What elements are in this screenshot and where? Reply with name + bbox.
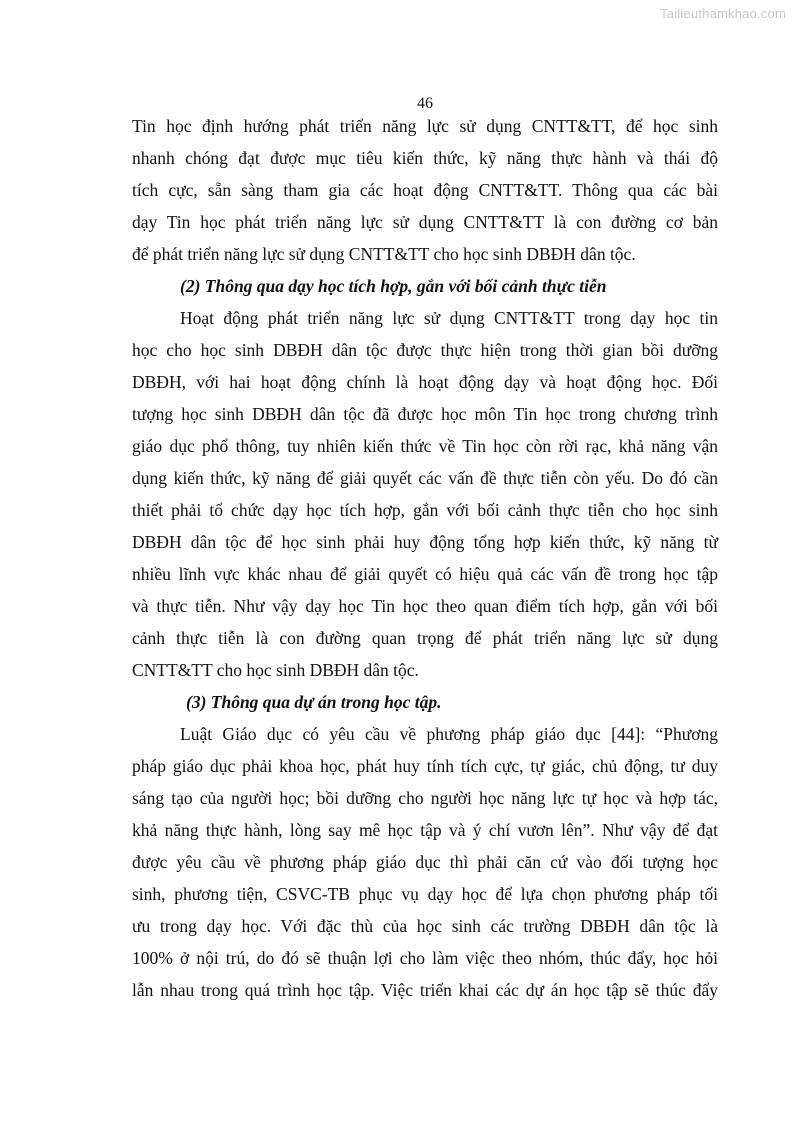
text-line: sáng tạo của người học; bồi dưỡng cho người học năng lực tự học và hợp tác,: [132, 788, 718, 808]
text-line: Luật Giáo dục có yêu cầu về phương pháp giáo dục [44]: “Phương: [180, 724, 718, 744]
text-line: CNTT&TT cho học sinh DBĐH dân tộc.: [132, 660, 419, 680]
text-line: cảnh thực tiễn là con đường quan trọng để phát triển năng lực sử dụng: [132, 628, 718, 648]
text-line: được yêu cầu về phương pháp giáo dục thì phải căn cứ vào đối tượng học: [132, 852, 718, 872]
page-number: 46: [417, 95, 433, 112]
text-line: Tin học định hướng phát triển năng lực sử dụng CNTT&TT, để học sinh: [132, 116, 718, 136]
text-line: sinh, phương tiện, CSVC-TB phục vụ dạy học để lựa chọn phương pháp tối: [132, 884, 718, 904]
text-line: tích cực, sẵn sàng tham gia các hoạt động CNTT&TT. Thông qua các bài: [132, 180, 718, 200]
text-line: DBĐH dân tộc để học sinh phải huy động tổng hợp kiến thức, kỹ năng từ: [132, 532, 718, 552]
text-line: để phát triển năng lực sử dụng CNTT&TT cho học sinh DBĐH dân tộc.: [132, 244, 636, 264]
text-line: học cho học sinh DBĐH dân tộc được thực hiện trong thời gian bồi dưỡng: [132, 340, 718, 360]
text-line: lẫn nhau trong quá trình học tập. Việc triển khai các dự án học tập sẽ thúc đẩy: [132, 980, 718, 1000]
text-line: thiết phải tổ chức dạy học tích hợp, gắn với bối cảnh thực tiễn cho học sinh: [132, 500, 718, 520]
watermark: Tailieuthamkhao.com: [660, 6, 786, 21]
text-line: DBĐH, với hai hoạt động chính là hoạt động dạy và hoạt động học. Đối: [132, 372, 718, 392]
text-line: tượng học sinh DBĐH dân tộc đã được học môn Tin học trong chương trình: [132, 404, 718, 424]
text-line: ưu trong dạy học. Với đặc thù của học sinh các trường DBĐH dân tộc là: [132, 916, 718, 936]
text-line: khả năng thực hành, lòng say mê học tập và ý chí vươn lên”. Như vậy để đạt: [132, 820, 718, 840]
text-line: và thực tiễn. Như vậy dạy học Tin học theo quan điểm tích hợp, gắn với bối: [132, 596, 718, 616]
text-line: pháp giáo dục phải khoa học, phát huy tính tích cực, tự giác, chủ động, tư duy: [132, 756, 718, 776]
text-line: nhiều lĩnh vực khác nhau để giải quyết có hiệu quả các vấn đề trong học tập: [132, 564, 718, 584]
text-line: dạy Tin học phát triển năng lực sử dụng CNTT&TT là con đường cơ bản: [132, 212, 718, 232]
text-line: dụng kiến thức, kỹ năng để giải quyết các vấn đề thực tiễn còn yếu. Do đó cần: [132, 468, 718, 488]
text-line: nhanh chóng đạt được mục tiêu kiến thức, kỹ năng thực hành và thái độ: [132, 148, 718, 168]
section-heading: (2) Thông qua dạy học tích hợp, gắn với bối cảnh thực tiễn: [180, 276, 607, 296]
section-heading: (3) Thông qua dự án trong học tập.: [186, 692, 442, 712]
text-line: Hoạt động phát triển năng lực sử dụng CNTT&TT trong dạy học tin: [180, 308, 718, 328]
text-line: giáo dục phổ thông, tuy nhiên kiến thức về Tin học còn rời rạc, khả năng vận: [132, 436, 718, 456]
text-line: 100% ở nội trú, do đó sẽ thuận lợi cho làm việc theo nhóm, thúc đẩy, học hỏi: [132, 948, 718, 968]
